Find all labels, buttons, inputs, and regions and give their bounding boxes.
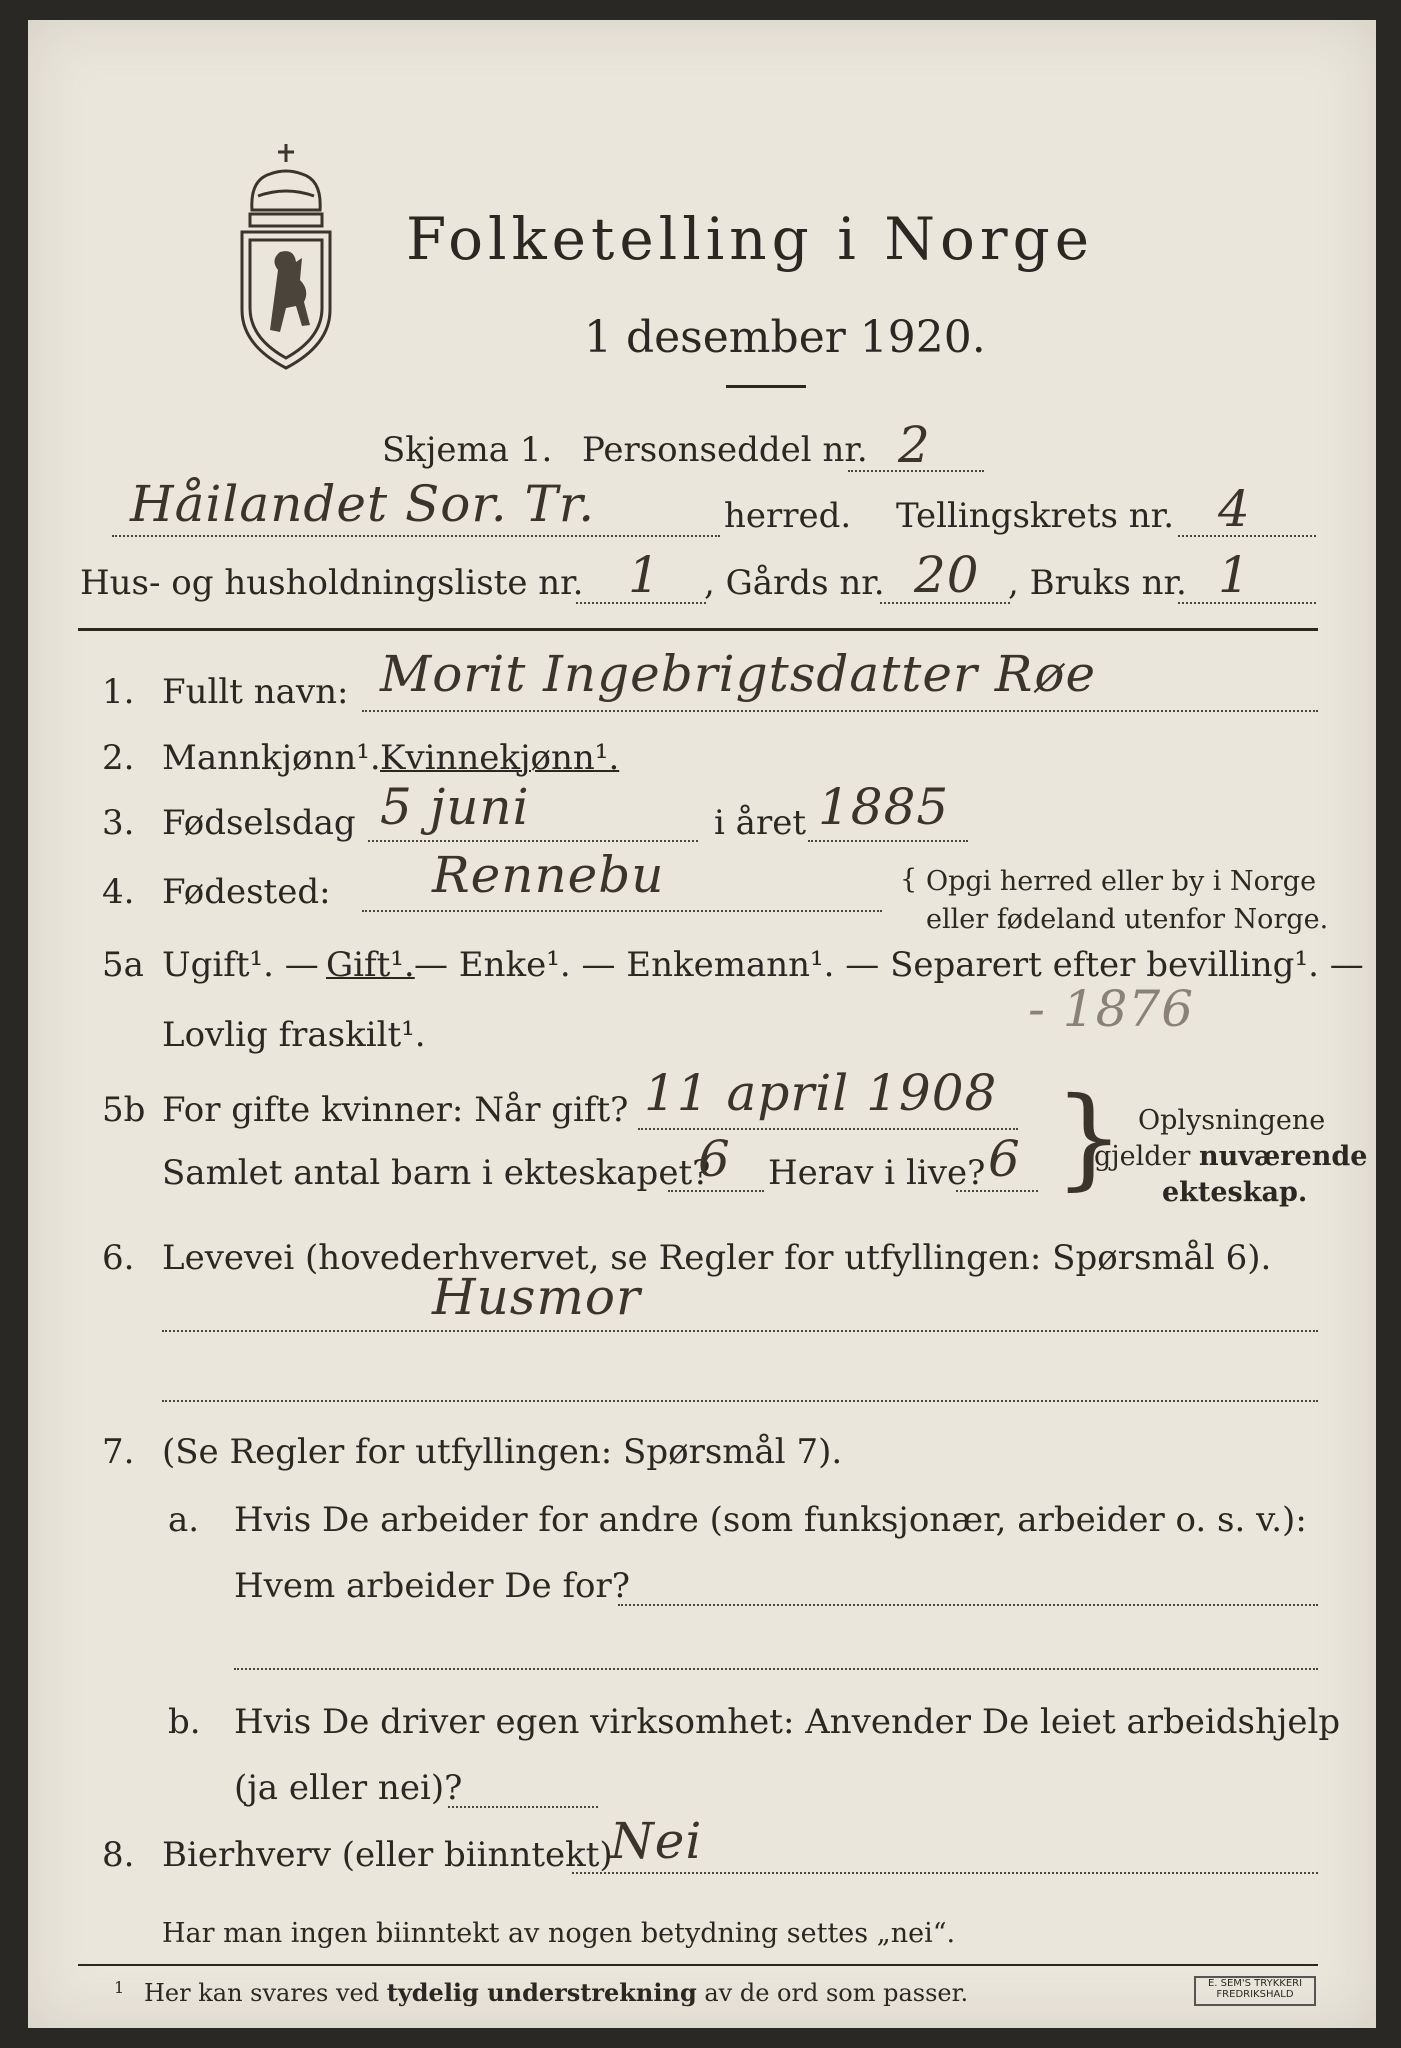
q5a-handwritten-annotation: - 1876 (1028, 980, 1195, 1038)
personseddel-value: 2 (898, 416, 931, 474)
footnote-text-b: tydelig understrekning (386, 1978, 697, 2007)
header-separator (78, 628, 1318, 631)
q3-label: Fødselsdag (162, 803, 356, 843)
q4-label: Fødested: (162, 872, 331, 912)
q8-note: Har man ingen biinntekt av nogen betydning settes „nei“. (162, 1918, 956, 1949)
q2-female-option-underlined: Kvinnekjønn¹. (380, 738, 620, 778)
q7-label: (Se Regler for utfyllingen: Spørsmål 7). (162, 1432, 843, 1472)
q5b-married-value: 11 april 1908 (644, 1064, 998, 1122)
herred-value: Håilandet Sor. Tr. (130, 475, 596, 533)
form-title: Folketelling i Norge (406, 205, 1095, 273)
norwegian-coat-of-arms-icon (230, 140, 342, 375)
q5a-number: 5a (102, 945, 144, 985)
q5a-ugift: Ugift¹. — (162, 945, 319, 985)
q7b-letter: b. (168, 1702, 201, 1742)
q8-label: Bierhverv (eller biinntekt) (162, 1835, 613, 1875)
gards-label: , Gårds nr. (704, 563, 885, 603)
q4-line (362, 910, 882, 912)
footnote-separator (78, 1964, 1318, 1966)
q5b-married-line (638, 1128, 1018, 1130)
hus-value: 1 (628, 546, 661, 604)
q5b-note-line2b: nuværende (1199, 1141, 1368, 1172)
q5b-barn-line (668, 1190, 764, 1192)
q8-value: Nei (610, 1812, 703, 1870)
q5a-line2: Lovlig fraskilt¹. (162, 1015, 426, 1055)
q6-line2 (162, 1400, 1318, 1402)
q1-number: 1. (102, 672, 135, 712)
q1-line (362, 710, 1318, 712)
q1-label: Fullt navn: (162, 672, 349, 712)
bruks-value: 1 (1218, 546, 1251, 604)
q6-number: 6. (102, 1238, 135, 1278)
tellingskrets-value: 4 (1218, 480, 1251, 538)
q7a-question: Hvem arbeider De for? (234, 1566, 630, 1606)
footnote-text-a: Her kan svares ved (144, 1979, 387, 2007)
q7-number: 7. (102, 1432, 135, 1472)
q7b-line (448, 1806, 598, 1808)
q6-label: Levevei (hovederhvervet, se Regler for utfyllingen: Spørsmål 6). (162, 1238, 1272, 1278)
q8-line (572, 1872, 1318, 1874)
q8-number: 8. (102, 1835, 135, 1875)
hus-label: Hus- og husholdningsliste nr. (80, 563, 584, 603)
bruks-label: , Bruks nr. (1008, 563, 1187, 603)
q1-full-name-value: Morit Ingebrigtsdatter Røe (380, 645, 1097, 703)
herred-label: herred. (724, 496, 852, 536)
q5b-barn-value: 6 (698, 1130, 731, 1188)
q6-occupation-value: Husmor (432, 1268, 641, 1326)
q5a-gift-underlined: Gift¹. (326, 945, 415, 985)
q5b-number: 5b (102, 1090, 146, 1130)
q3-birthday-value: 5 juni (380, 778, 530, 836)
q2-male-option: Mannkjønn¹. (162, 738, 381, 778)
q3-year-label: i året (714, 803, 806, 843)
q5b-live-value: 6 (988, 1130, 1021, 1188)
footnote-text (144, 1978, 968, 2007)
printer-stamp: E. SEM'S TRYKKERI FREDRIKSHALD (1194, 1976, 1316, 2006)
gards-value: 20 (914, 546, 980, 604)
q5b-barn-label: Samlet antal barn i ekteskapet? (162, 1153, 711, 1193)
q3-year-line (808, 840, 968, 842)
footnote-mark: 1 (114, 1978, 125, 1997)
q7a-letter: a. (168, 1500, 200, 1540)
q4-note-line2: eller fødeland utenfor Norge. (926, 904, 1329, 935)
q5b-note-line1: Oplysningene (1138, 1105, 1326, 1136)
q4-number: 4. (102, 872, 135, 912)
q5b-note-line2a: gjelder (1094, 1141, 1200, 1172)
q4-note-brace-top: { (900, 864, 918, 895)
q5a-other-options: — Enke¹. — Enkemann¹. — Separert efter bevilling¹. — (414, 945, 1364, 985)
q5b-label: For gifte kvinner: Når gift? (162, 1090, 629, 1130)
q3-number: 3. (102, 803, 135, 843)
q5b-note-line3: ekteskap. (1162, 1177, 1308, 1208)
q5b-live-line (956, 1190, 1038, 1192)
q7a-line2 (234, 1668, 1318, 1670)
q3-year-value: 1885 (818, 778, 950, 836)
q5b-live-label: Herav i live? (768, 1153, 986, 1193)
census-form-sheet (28, 20, 1376, 2028)
q6-line1 (162, 1330, 1318, 1332)
q7b-text: Hvis De driver egen virksomhet: Anvender De leiet arbeidshjelp (234, 1702, 1341, 1742)
q3-day-line (368, 840, 698, 842)
tellingskrets-label: Tellingskrets nr. (896, 496, 1175, 536)
schema-label: Skjema 1. (382, 430, 553, 470)
q4-birthplace-value: Rennebu (432, 846, 665, 904)
q7a-line1 (618, 1604, 1318, 1606)
herred-line (112, 535, 720, 537)
footnote-text-c: av de ord som passer. (696, 1979, 969, 2007)
q5b-note-line2 (1094, 1141, 1367, 1172)
q7a-text: Hvis De arbeider for andre (som funksjonær, arbeider o. s. v.): (234, 1500, 1307, 1540)
q5b-brace: } (1054, 1073, 1124, 1201)
title-divider (726, 385, 806, 388)
q7b-question: (ja eller nei)? (234, 1768, 463, 1808)
q2-number: 2. (102, 738, 135, 778)
q4-note-line1: Opgi herred eller by i Norge (926, 866, 1317, 897)
personseddel-label: Personseddel nr. (582, 430, 868, 470)
form-date: 1 desember 1920. (584, 312, 986, 363)
